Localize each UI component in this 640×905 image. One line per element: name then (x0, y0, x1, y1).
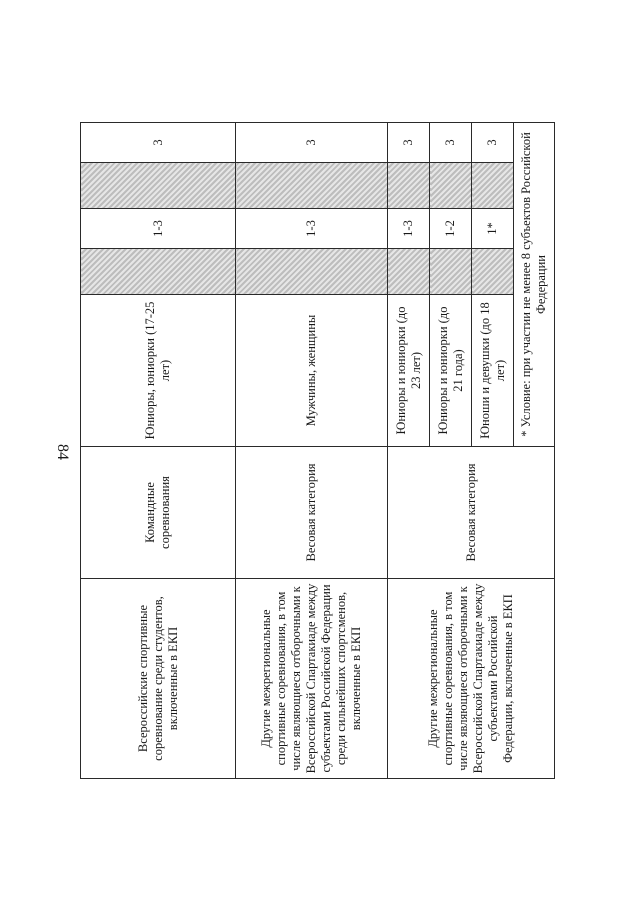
hatched-cell (236, 163, 388, 209)
table-row (81, 123, 236, 779)
competition-table (80, 122, 555, 779)
discipline-cell: Весовая категория (388, 447, 555, 579)
event-cell: Другие межрегиональные спортивные соревнования, в том числе являющиеся отборочными к Всероссийской Спартакиаде между субъектами Российской Федерации среди сильнейших спортсменов, включенные в ЕКП (236, 579, 388, 779)
places-cell: 1-3 (236, 209, 388, 249)
places-cell: 1-3 (81, 209, 236, 249)
table-row (388, 123, 430, 779)
places-cell: 1* (472, 209, 514, 249)
hatched-cell (388, 249, 430, 295)
count-cell: 3 (430, 123, 472, 163)
table-row (236, 123, 388, 779)
group-cell: Юноши и девушки (до 18 лет) (472, 295, 514, 447)
event-cell: Всероссийские спортивные соревнование среди студентов, включенные в ЕКП (81, 579, 236, 779)
event-cell: Другие межрегиональные спортивные соревнования, в том числе являющиеся отборочными к Всероссийской Спартакиаде между субъектами Российской Федерации, включенные в ЕКП (388, 579, 555, 779)
hatched-cell (388, 163, 430, 209)
group-cell: Юниоры и юниорки (до 23 лет) (388, 295, 430, 447)
hatched-cell (430, 249, 472, 295)
hatched-cell (81, 249, 236, 295)
group-cell: Юниоры и юниорки (до 21 года) (430, 295, 472, 447)
count-cell: 3 (236, 123, 388, 163)
hatched-cell (472, 163, 514, 209)
count-cell: 3 (81, 123, 236, 163)
discipline-cell: Весовая категория (236, 447, 388, 579)
count-cell: 3 (388, 123, 430, 163)
group-cell: Мужчины, женщины (236, 295, 388, 447)
places-cell: 1-3 (388, 209, 430, 249)
group-cell: Юниоры, юниорки (17-25 лет) (81, 295, 236, 447)
discipline-cell: Командные соревнования (81, 447, 236, 579)
count-cell: 3 (472, 123, 514, 163)
rotated-table-container (80, 123, 554, 779)
hatched-cell (472, 249, 514, 295)
footnote-cell: * Условие: при участии не менее 8 субъектов Российской Федерации (514, 123, 555, 447)
hatched-cell (81, 163, 236, 209)
hatched-cell (236, 249, 388, 295)
places-cell: 1-2 (430, 209, 472, 249)
hatched-cell (430, 163, 472, 209)
page-number: 84 (54, 444, 71, 460)
